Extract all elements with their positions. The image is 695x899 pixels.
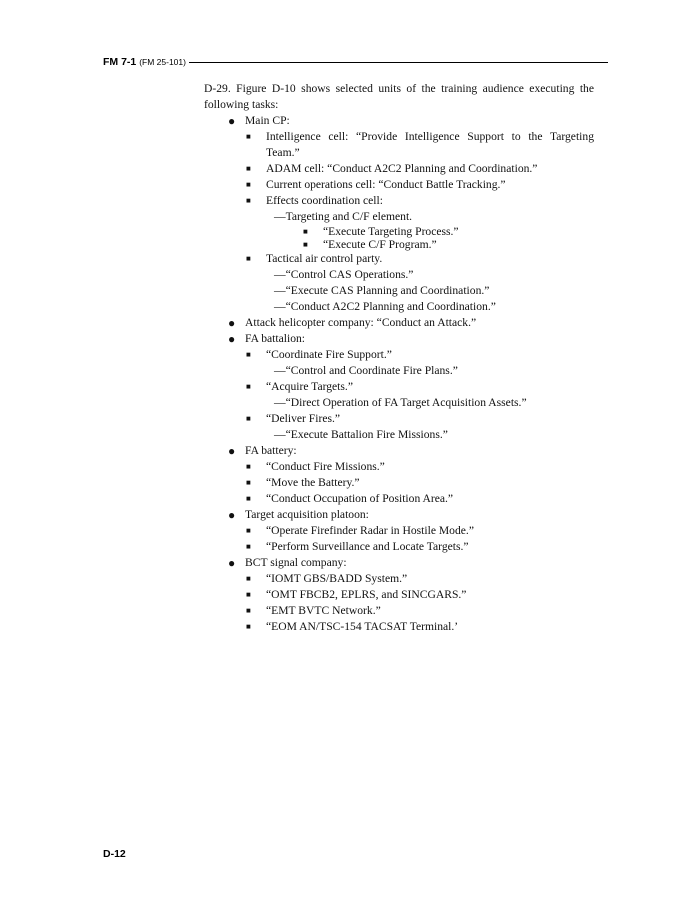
- main-cp-sublist: [245, 129, 594, 315]
- list-item-deliver: [245, 411, 594, 443]
- list-item-effects-task: [274, 225, 594, 238]
- unit-list: [204, 113, 594, 635]
- main-cp-label: Main CP:: [245, 114, 290, 127]
- coordinate-text: “Coordinate Fire Support.”: [266, 348, 392, 361]
- list-item-fa-battery-task: [245, 475, 594, 491]
- fa-battery-task-text: “Conduct Occupation of Position Area.”: [266, 492, 454, 505]
- square-bullet-icon: ■: [246, 382, 251, 391]
- tacp-task-text: —“Conduct A2C2 Planning and Coordination.”: [274, 300, 496, 313]
- header-subtitle: (FM 25-101): [139, 57, 186, 67]
- list-item-tacp: [245, 251, 594, 315]
- fa-battery-label: FA battery:: [245, 444, 297, 457]
- tacp-text: Tactical air control party.: [266, 252, 383, 265]
- target-acq-task-text: “Perform Surveillance and Locate Targets.”: [266, 540, 469, 553]
- square-bullet-icon: ■: [246, 350, 251, 359]
- square-bullet-icon: ■: [246, 622, 251, 631]
- header-rule: [189, 62, 608, 63]
- tacp-task-text: —“Control CAS Operations.”: [274, 268, 414, 281]
- square-bullet-icon: ■: [303, 240, 308, 249]
- tacp-task-text: —“Execute CAS Planning and Coordination.”: [274, 284, 490, 297]
- bct-signal-task-text: “OMT FBCB2, EPLRS, and SINCGARS.”: [266, 588, 467, 601]
- deliver-text: “Deliver Fires.”: [266, 412, 341, 425]
- square-bullet-icon: ■: [246, 590, 251, 599]
- list-item-tacp-task: [266, 299, 594, 315]
- list-item-effects-task: [274, 238, 594, 251]
- square-bullet-icon: ■: [246, 494, 251, 503]
- round-bullet-icon: ●: [228, 508, 236, 522]
- list-item-tacp-task: [266, 283, 594, 299]
- bct-signal-task-text: “IOMT GBS/BADD System.”: [266, 572, 408, 585]
- list-item-coordinate: [245, 347, 594, 379]
- bct-signal-task-text: “EMT BVTC Network.”: [266, 604, 381, 617]
- effects-task-text: “Execute Targeting Process.”: [323, 225, 459, 238]
- bct-signal-task-text: “EOM AN/TSC-154 TACSAT Terminal.’: [266, 620, 459, 633]
- square-bullet-icon: ■: [246, 164, 251, 173]
- list-item-bct-signal-task: [245, 603, 594, 619]
- acquire-sub-text: —“Direct Operation of FA Target Acquisition Assets.”: [274, 396, 527, 409]
- list-item-coordinate-sub: [266, 363, 594, 379]
- header-manual: FM 7-1: [103, 56, 137, 68]
- effects-cell-text: Effects coordination cell:: [266, 194, 383, 207]
- bct-signal-sublist: [245, 571, 594, 635]
- list-item-bct-signal-task: [245, 619, 594, 635]
- list-item-adam: [245, 161, 594, 177]
- square-bullet-icon: ■: [246, 526, 251, 535]
- effects-element-text: —Targeting and C/F element.: [274, 210, 413, 223]
- target-acq-task-text: “Operate Firefinder Radar in Hostile Mode.”: [266, 524, 474, 537]
- intro-paragraph: D-29. Figure D-10 shows selected units of the training audience executing the following tasks:: [204, 82, 594, 111]
- list-item-bct-signal-task: [245, 571, 594, 587]
- acquire-sublist: [266, 395, 594, 411]
- current-ops-text: Current operations cell: “Conduct Battle Tracking.”: [266, 178, 506, 191]
- body-text: [204, 81, 594, 635]
- round-bullet-icon: ●: [228, 316, 236, 330]
- target-acq-label: Target acquisition platoon:: [245, 508, 369, 521]
- square-bullet-icon: ■: [246, 196, 251, 205]
- round-bullet-icon: ●: [228, 332, 236, 346]
- list-item-bct-signal: [204, 555, 594, 635]
- square-bullet-icon: ■: [246, 132, 251, 141]
- square-bullet-icon: ■: [246, 180, 251, 189]
- fa-battalion-sublist: [245, 347, 594, 443]
- fa-battalion-label: FA battalion:: [245, 332, 306, 345]
- adam-cell-text: ADAM cell: “Conduct A2C2 Planning and Coordination.”: [266, 162, 538, 175]
- square-bullet-icon: ■: [303, 227, 308, 236]
- list-item-effects-element: [266, 209, 594, 251]
- effects-task-text: “Execute C/F Program.”: [323, 238, 437, 251]
- list-item-fa-battalion: [204, 331, 594, 443]
- list-item-current-ops: [245, 177, 594, 193]
- list-item-main-cp: [204, 113, 594, 315]
- list-item-deliver-sub: [266, 427, 594, 443]
- bct-signal-label: BCT signal company:: [245, 556, 347, 569]
- square-bullet-icon: ■: [246, 254, 251, 263]
- intel-cell-text: Intelligence cell: “Provide Intelligence Support to the Targeting Team.”: [266, 130, 594, 159]
- page-number: D-12: [103, 848, 126, 860]
- deliver-sublist: [266, 427, 594, 443]
- list-item-effects: [245, 193, 594, 251]
- list-item-tacp-task: [266, 267, 594, 283]
- header-text: [103, 56, 186, 68]
- attack-heli-text: Attack helicopter company: “Conduct an Attack.”: [245, 316, 477, 329]
- effects-sublist: [266, 209, 594, 251]
- tacp-sublist: [266, 267, 594, 315]
- list-item-fa-battery: [204, 443, 594, 507]
- list-item-target-acq-task: [245, 523, 594, 539]
- deliver-sub-text: —“Execute Battalion Fire Missions.”: [274, 428, 448, 441]
- fa-battery-sublist: [245, 459, 594, 507]
- round-bullet-icon: ●: [228, 114, 236, 128]
- acquire-text: “Acquire Targets.”: [266, 380, 353, 393]
- list-item-bct-signal-task: [245, 587, 594, 603]
- effects-task-list: [274, 225, 594, 251]
- square-bullet-icon: ■: [246, 606, 251, 615]
- running-header: [103, 56, 608, 70]
- round-bullet-icon: ●: [228, 556, 236, 570]
- list-item-acquire: [245, 379, 594, 411]
- round-bullet-icon: ●: [228, 444, 236, 458]
- fa-battery-task-text: “Move the Battery.”: [266, 476, 360, 489]
- square-bullet-icon: ■: [246, 414, 251, 423]
- square-bullet-icon: ■: [246, 574, 251, 583]
- list-item-fa-battery-task: [245, 459, 594, 475]
- target-acq-sublist: [245, 523, 594, 555]
- coordinate-sub-text: —“Control and Coordinate Fire Plans.”: [274, 364, 458, 377]
- list-item-attack-helicopter: [204, 315, 594, 331]
- list-item-intel: [245, 129, 594, 161]
- list-item-acquire-sub: [266, 395, 594, 411]
- list-item-fa-battery-task: [245, 491, 594, 507]
- list-item-target-acq-task: [245, 539, 594, 555]
- square-bullet-icon: ■: [246, 542, 251, 551]
- square-bullet-icon: ■: [246, 478, 251, 487]
- fa-battery-task-text: “Conduct Fire Missions.”: [266, 460, 385, 473]
- square-bullet-icon: ■: [246, 462, 251, 471]
- list-item-target-acquisition: [204, 507, 594, 555]
- coordinate-sublist: [266, 363, 594, 379]
